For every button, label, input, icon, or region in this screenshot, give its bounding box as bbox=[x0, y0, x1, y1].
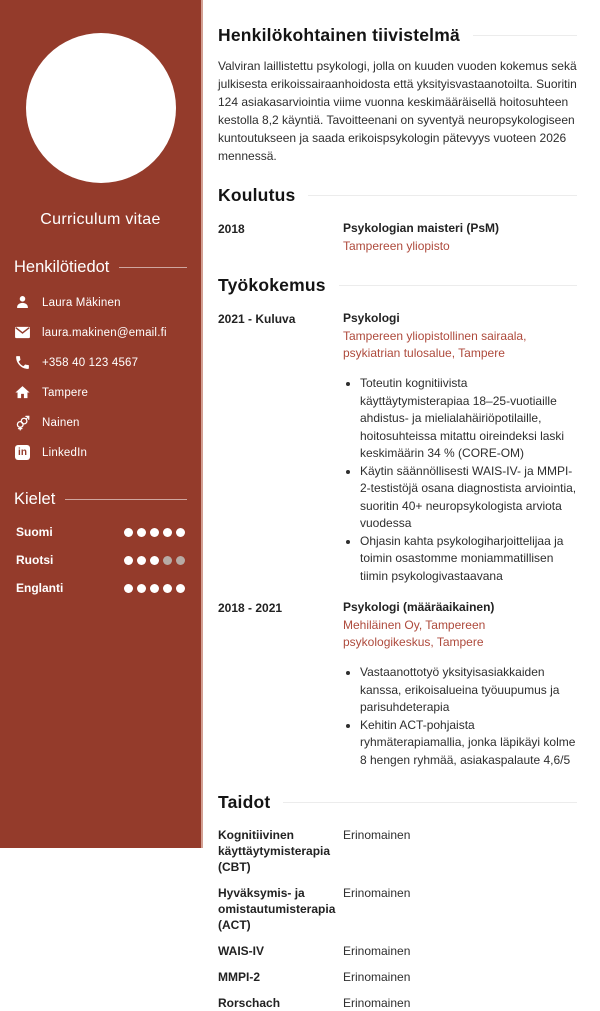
level-dot-filled bbox=[137, 528, 146, 537]
contact-linkedin-label[interactable]: LinkedIn bbox=[42, 446, 88, 459]
language-name: Suomi bbox=[16, 525, 53, 539]
skill-row-act bbox=[218, 885, 577, 933]
skill-level: Erinomainen bbox=[343, 996, 411, 1010]
experience-bullet: • Kehitin ACT-pohjaista ryhmäterapiamallia, jonka läpikäyi kolme 8 hengen ryhmää, asiakaspalaute 4,6/5 bbox=[360, 717, 577, 770]
experience-title: Psykologi bbox=[343, 311, 400, 325]
education-detail bbox=[343, 221, 577, 255]
languages-heading-label: Kielet bbox=[14, 490, 56, 508]
contact-item-gender bbox=[0, 414, 201, 431]
education-heading-label: Koulutus bbox=[218, 185, 296, 205]
skill-row-wais bbox=[218, 943, 577, 959]
level-dot-filled bbox=[150, 584, 159, 593]
level-dot-filled bbox=[137, 556, 146, 565]
section-heading-rule bbox=[308, 195, 577, 196]
skill-name: MMPI-2 bbox=[218, 970, 260, 984]
education-period: 2018 bbox=[218, 222, 245, 236]
contact-phone-label: +358 40 123 4567 bbox=[42, 356, 139, 369]
education-degree: Psykologian maisteri (PsM) bbox=[343, 221, 500, 235]
email-icon bbox=[14, 324, 31, 341]
level-dot-dim bbox=[176, 556, 185, 565]
experience-detail bbox=[343, 600, 577, 769]
language-level-dots bbox=[124, 528, 185, 537]
linkedin-icon: in bbox=[14, 444, 31, 461]
level-dot-filled bbox=[124, 556, 133, 565]
experience-section-heading bbox=[218, 275, 577, 296]
level-dot-filled bbox=[137, 584, 146, 593]
contact-city-label: Tampere bbox=[42, 386, 89, 399]
experience-bullet: • Toteutin kognitiivista käyttäytymisterapiaa 18–25-vuotiaille ahdistus- ja mielialahäiriöpotilaille, hoitosuhteissa mitattu oireindeksi laski keskimäärin 34 % (CORE-OM) bbox=[360, 375, 577, 463]
sidebar bbox=[0, 0, 203, 848]
sidebar-heading-rule bbox=[65, 499, 187, 500]
experience-org: Tampereen yliopistollinen sairaala, psykiatrian tulosalue, Tampere bbox=[343, 329, 527, 360]
personal-info-heading-label: Henkilötiedot bbox=[14, 258, 110, 276]
skill-level: Erinomainen bbox=[343, 970, 411, 984]
level-dot-filled bbox=[150, 556, 159, 565]
language-list bbox=[0, 525, 201, 595]
sidebar-heading-rule bbox=[119, 267, 187, 268]
summary-section-heading bbox=[218, 25, 577, 46]
main-content bbox=[203, 0, 600, 1010]
person-icon bbox=[14, 294, 31, 311]
contact-item-city bbox=[0, 384, 201, 401]
section-heading-rule bbox=[283, 802, 577, 803]
experience-org: Mehiläinen Oy, Tampereen psykologikeskus, Tampere bbox=[343, 618, 486, 649]
skill-row-mmpi bbox=[218, 969, 577, 985]
language-row-englanti bbox=[0, 581, 201, 595]
contact-email-label[interactable]: laura.makinen@email.fi bbox=[42, 326, 167, 339]
skill-name: Kognitiivinen käyttäytymisterapia (CBT) bbox=[218, 828, 331, 874]
level-dot-filled bbox=[124, 528, 133, 537]
experience-bullets bbox=[343, 664, 577, 769]
level-dot-filled bbox=[150, 528, 159, 537]
phone-icon bbox=[14, 354, 31, 371]
skill-name: Hyväksymis- ja omistautumisterapia (ACT) bbox=[218, 886, 336, 932]
level-dot-filled bbox=[163, 584, 172, 593]
experience-period: 2021 - Kuluva bbox=[218, 312, 296, 326]
language-name: Englanti bbox=[16, 581, 64, 595]
skills-list bbox=[218, 827, 577, 1011]
language-name: Ruotsi bbox=[16, 553, 54, 567]
contact-name-label: Laura Mäkinen bbox=[42, 296, 121, 309]
skills-section-heading bbox=[218, 792, 577, 813]
experience-bullet: • Käytin säännöllisesti WAIS-IV- ja MMPI-2-testistöjä osana diagnostista arviointia, suoritin 40+ neuropsykologista arviota vuodessa bbox=[360, 463, 577, 533]
skill-name: Rorschach bbox=[218, 996, 281, 1010]
personal-info-heading bbox=[14, 258, 187, 277]
education-school: Tampereen yliopisto bbox=[343, 239, 450, 253]
home-icon bbox=[14, 384, 31, 401]
skill-row-cbt bbox=[218, 827, 577, 875]
contact-item-name bbox=[0, 294, 201, 311]
language-level-dots bbox=[124, 584, 185, 593]
language-row-suomi bbox=[0, 525, 201, 539]
summary-text: Valviran laillistettu psykologi, jolla on kuuden vuoden kokemus sekä julkisesta erikoissairaanhoidosta että yksityisvastaanotoilta. Suoritin 124 asiakasarviointia viime vuonna keskimääräisellä hoitosuhteen kestolla 8,2 käyntiä. Tavoitteenani on syventyä neuropsykologiseen kuntoutukseen ja saada erikoispsykologin pätevyys vuoteen 2026 mennessä. bbox=[218, 59, 577, 163]
level-dot-filled bbox=[176, 584, 185, 593]
level-dot-filled bbox=[176, 528, 185, 537]
contact-gender-label: Nainen bbox=[42, 416, 80, 429]
experience-heading-label: Työkokemus bbox=[218, 275, 326, 295]
contact-item-phone bbox=[0, 354, 201, 371]
skill-name: WAIS-IV bbox=[218, 944, 265, 958]
summary-heading-label: Henkilökohtainen tiivistelmä bbox=[218, 25, 460, 45]
language-row-ruotsi bbox=[0, 553, 201, 567]
cv-title: Curriculum vitae bbox=[40, 211, 161, 228]
education-section-heading bbox=[218, 185, 577, 206]
level-dot-dim bbox=[163, 556, 172, 565]
education-item bbox=[218, 221, 577, 255]
contact-item-email[interactable] bbox=[0, 324, 201, 341]
skill-level: Erinomainen bbox=[343, 886, 411, 900]
skill-level: Erinomainen bbox=[343, 944, 411, 958]
experience-period: 2018 - 2021 bbox=[218, 601, 283, 615]
profile-photo-placeholder bbox=[26, 33, 176, 183]
experience-bullets bbox=[343, 375, 577, 585]
skills-heading-label: Taidot bbox=[218, 792, 271, 812]
experience-item-2 bbox=[218, 600, 577, 769]
experience-title: Psykologi (määräaikainen) bbox=[343, 600, 495, 614]
language-level-dots bbox=[124, 556, 185, 565]
experience-detail bbox=[343, 311, 577, 585]
section-heading-rule bbox=[473, 35, 577, 36]
contact-list bbox=[0, 294, 201, 461]
gender-icon bbox=[14, 414, 31, 431]
skill-level: Erinomainen bbox=[343, 828, 411, 842]
experience-item-1 bbox=[218, 311, 577, 585]
section-heading-rule bbox=[339, 285, 577, 286]
skill-row-rorschach bbox=[218, 995, 577, 1011]
level-dot-filled bbox=[163, 528, 172, 537]
experience-bullet: • Vastaanottotyö yksityisasiakkaiden kanssa, erikoisalueina työuupumus ja parisuhdeterapia bbox=[360, 664, 577, 717]
contact-item-linkedin[interactable] bbox=[0, 444, 201, 461]
languages-heading bbox=[14, 490, 187, 509]
level-dot-filled bbox=[124, 584, 133, 593]
experience-bullet: • Ohjasin kahta psykologiharjoittelijaa ja toimin osastomme moniammatillisen tiimin psykologivastaavana bbox=[360, 533, 577, 586]
